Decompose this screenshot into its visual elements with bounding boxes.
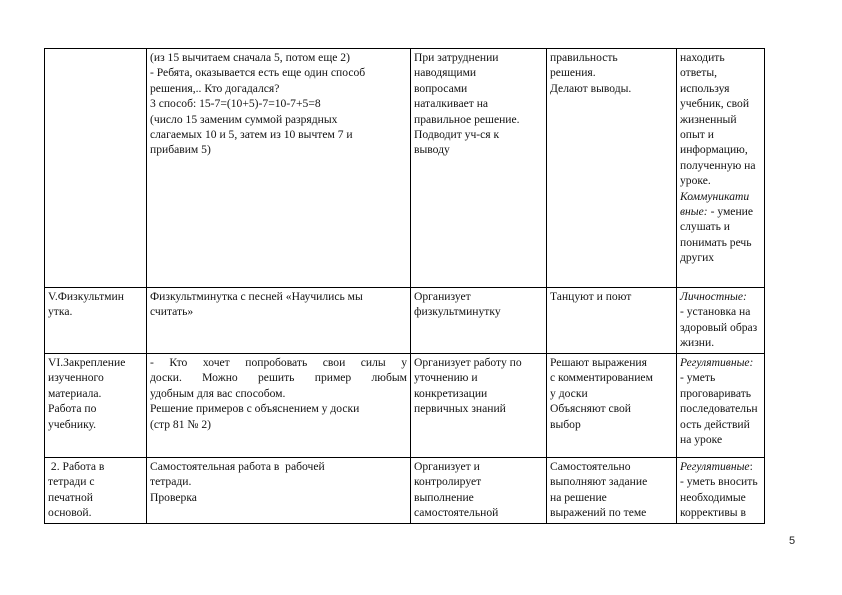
- content-line: Решение примеров с объяснением у доски: [150, 402, 360, 416]
- stage-line: 2. Работа в: [48, 460, 105, 473]
- content-line: Проверка: [150, 490, 197, 504]
- uud-line: слушать и: [680, 220, 730, 234]
- uud-line: - уметь вносить: [680, 475, 758, 489]
- uud-line: жизни.: [680, 336, 715, 350]
- table-row: [45, 354, 765, 458]
- content-cell: [147, 354, 411, 458]
- uud-line: ость действий: [680, 417, 750, 431]
- uud-line: ответы,: [680, 66, 718, 80]
- content-line: - Кто хочет попробовать свои силы у: [150, 356, 407, 369]
- uud-line: на уроке: [680, 433, 723, 447]
- content-line: (из 15 вычитаем сначала 5, потом еще 2): [150, 51, 350, 64]
- uud-line: находить: [680, 51, 725, 64]
- lesson-plan-table: [44, 48, 765, 524]
- uud-category-label: Регулятивные: [680, 460, 750, 473]
- teacher-line: Организует и: [414, 460, 480, 473]
- content-line: 3 способ: 15-7=(10+5)-7=10-7+5=8: [150, 97, 321, 111]
- students-line: Объясняют свой: [550, 402, 632, 416]
- teacher-line: наталкивает на: [414, 97, 489, 111]
- content-cell: [147, 49, 411, 288]
- uud-line: учебник, свой: [680, 97, 750, 111]
- students-line: с комментированием: [550, 371, 653, 385]
- uud-line: других: [680, 251, 715, 265]
- content-cell: [147, 458, 411, 524]
- teacher-line: самостоятельной: [414, 506, 499, 520]
- teacher-line: Организует: [414, 290, 471, 303]
- uud-cell: [677, 354, 765, 458]
- stage-line: изученного: [48, 371, 104, 385]
- teacher-line: вопросами: [414, 81, 468, 95]
- content-line: тетради.: [150, 475, 192, 489]
- students-line: у доски: [550, 386, 588, 400]
- students-line: выбор: [550, 417, 581, 431]
- stage-line: утка.: [48, 305, 73, 319]
- table-row: [45, 49, 765, 288]
- students-line: на решение: [550, 490, 607, 504]
- stage-cell: [45, 458, 147, 524]
- uud-line: [680, 459, 761, 474]
- students-line: Самостоятельно: [550, 460, 631, 473]
- stage-line: основой.: [48, 506, 92, 520]
- teacher-line: выполнение: [414, 490, 474, 504]
- teacher-line: первичных знаний: [414, 402, 506, 416]
- stage-cell: [45, 288, 147, 354]
- content-line: прибавим 5): [150, 143, 211, 157]
- students-line: выражений по теме: [550, 506, 647, 520]
- stage-line: Работа по: [48, 402, 97, 416]
- students-line: Делают выводы.: [550, 81, 632, 95]
- uud-line: информацию,: [680, 143, 748, 157]
- uud-category-label: Коммуникати: [680, 189, 750, 203]
- uud-line: коррективы в: [680, 506, 746, 520]
- content-line: (стр 81 № 2): [150, 417, 212, 431]
- content-line: решения,.. Кто догадался?: [150, 81, 280, 95]
- uud-cell: [677, 49, 765, 288]
- content-cell: [147, 288, 411, 354]
- content-line: Физкультминутка с песней «Научились мы: [150, 290, 363, 303]
- content-line: считать»: [150, 305, 194, 319]
- teacher-line: наводящими: [414, 66, 477, 80]
- stage-line: печатной: [48, 490, 94, 504]
- uud-text: :: [749, 460, 753, 473]
- stage-line: V.Физкультмин: [48, 290, 124, 303]
- stage-cell: [45, 354, 147, 458]
- students-line: Танцуют и поют: [550, 290, 632, 303]
- teacher-cell: [411, 49, 547, 288]
- content-line: доски. Можно решить пример любым: [150, 371, 407, 385]
- uud-line: [680, 204, 761, 219]
- uud-line: - установка на: [680, 305, 751, 319]
- teacher-line: Подводит уч-ся к: [414, 128, 500, 142]
- students-cell: [547, 49, 677, 288]
- students-line: правильность: [550, 51, 618, 64]
- content-line: удобным для вас способом.: [150, 386, 286, 400]
- stage-line: материала.: [48, 386, 102, 400]
- uud-category-label: Регулятивные:: [680, 356, 754, 369]
- teacher-line: выводу: [414, 143, 450, 157]
- students-cell: [547, 288, 677, 354]
- stage-cell: [45, 49, 147, 288]
- uud-category-label: Личностные:: [680, 290, 747, 303]
- teacher-cell: [411, 458, 547, 524]
- stage-line: VI.Закрепление: [48, 356, 126, 369]
- uud-text: - умение: [710, 205, 754, 219]
- teacher-line: конкретизации: [414, 386, 488, 400]
- content-line: Самостоятельная работа в рабочей: [150, 460, 325, 473]
- teacher-line: контролирует: [414, 475, 482, 489]
- teacher-line: Организует работу по: [414, 356, 522, 369]
- uud-cell: [677, 288, 765, 354]
- teacher-line: физкультминутку: [414, 305, 501, 319]
- students-cell: [547, 458, 677, 524]
- uud-line: уроке.: [680, 174, 711, 188]
- stage-line: тетради с: [48, 475, 95, 489]
- content-line: (число 15 заменим суммой разрядных: [150, 112, 338, 126]
- uud-line: жизненный: [680, 112, 737, 126]
- table-row: [45, 288, 765, 354]
- uud-line: - уметь: [680, 371, 716, 385]
- teacher-line: правильное решение.: [414, 112, 520, 126]
- uud-line: необходимые: [680, 490, 746, 504]
- uud-line: понимать речь: [680, 235, 752, 249]
- uud-line: проговаривать: [680, 386, 752, 400]
- teacher-line: При затруднении: [414, 51, 499, 64]
- content-line: слагаемых 10 и 5, затем из 10 вычтем 7 и: [150, 128, 353, 142]
- uud-line: последовательн: [680, 402, 758, 416]
- students-cell: [547, 354, 677, 458]
- teacher-cell: [411, 288, 547, 354]
- table-row: [45, 458, 765, 524]
- uud-line: здоровый образ: [680, 320, 758, 334]
- page-number: 5: [789, 535, 796, 547]
- uud-line: опыт и: [680, 128, 714, 142]
- content-line: - Ребята, оказывается есть еще один способ: [150, 66, 366, 80]
- uud-line: полученную на: [680, 158, 756, 172]
- teacher-line: уточнению и: [414, 371, 478, 385]
- uud-line: используя: [680, 81, 730, 95]
- students-line: выполняют задание: [550, 475, 648, 489]
- students-line: Решают выражения: [550, 356, 647, 369]
- uud-cell: [677, 458, 765, 524]
- uud-category-label: вные:: [680, 205, 708, 219]
- teacher-cell: [411, 354, 547, 458]
- students-line: решения.: [550, 66, 596, 80]
- stage-line: учебнику.: [48, 417, 97, 431]
